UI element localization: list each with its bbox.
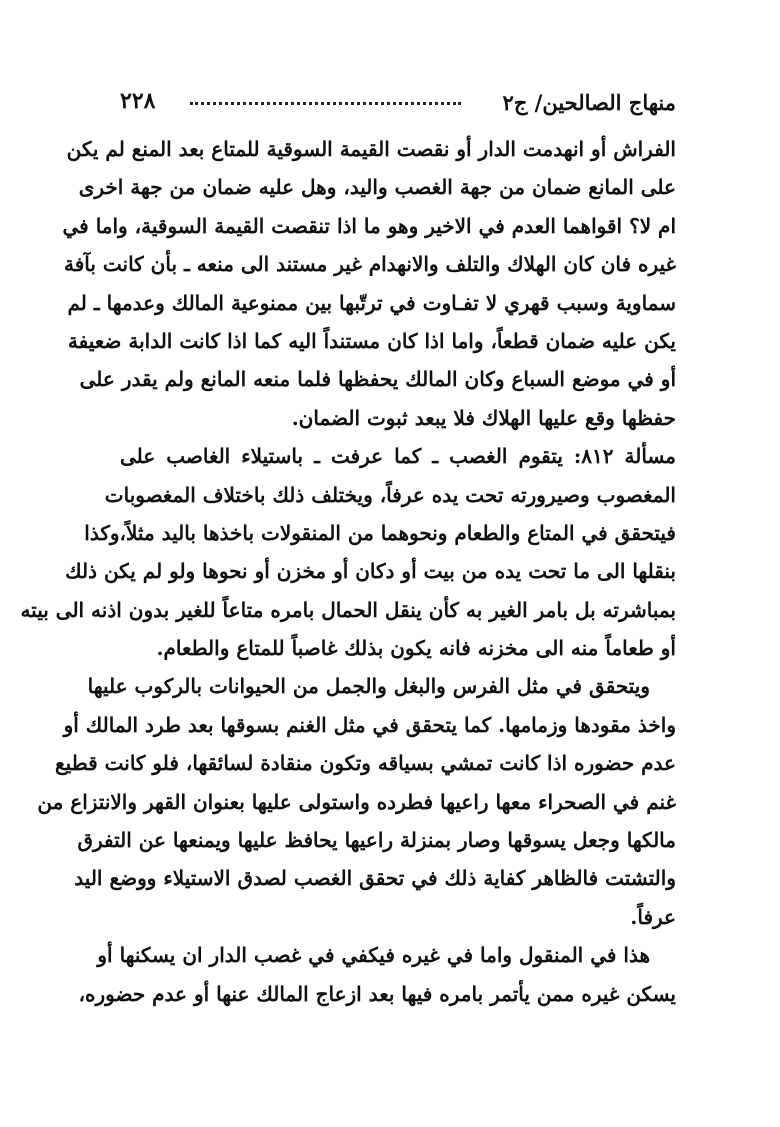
page-number: ٢٢٨	[120, 88, 156, 114]
text-line: أو في موضع السباع وكان المالك يحفظها فلما منعه المانع ولم يقدر على	[79, 367, 676, 392]
text-line: واخذ مقودها وزمامها. كما يتحقق في مثل الغنم بسوقها بعد طرد المالك أو	[63, 712, 676, 737]
text-line: حفظها وقع عليها الهلاك فلا يبعد ثبوت الضمان.	[291, 405, 676, 430]
text-line: على المانع ضمان من جهة الغصب واليد، وهل عليه ضمان من جهة اخرى	[78, 175, 676, 200]
text-line: يسكن غيره ممن يأتمر بامره فيها بعد ازعاج المالك عنها أو عدم حضوره،	[78, 981, 676, 1006]
text-line: يكن عليه ضمان قطعاً، واما اذا كان مستنداً اليه كما اذا كانت الدابة ضعيفة	[67, 328, 676, 353]
text-line: غنم في الصحراء معها راعيها فطرده واستولى عليها بعنوان القهر والانتزاع من	[37, 789, 676, 814]
text-line: غيره فان كان الهلاك والتلف والانهدام غير مستند الى منعه ـ بأن كانت بآفة	[63, 252, 676, 277]
text-line: والتشتت فالظاهر كفاية ذلك في تحقق الغصب لصدق الاستيلاء ووضع اليد	[74, 866, 676, 891]
body-text	[20, 130, 677, 1013]
text-line: مالكها وجعل يسوقها وصار بمنزلة راعيها يحافظ عليها ويمنعها عن التفرق	[77, 828, 676, 853]
running-title: منهاج الصالحين/ ج٢	[502, 90, 676, 115]
text-line: المغصوب وصيرورته تحت يده عرفاً، ويختلف ذلك باختلاف المغصوبات	[104, 482, 676, 507]
text-line: ام لا؟ اقواهما العدم في الاخير وهو ما اذا تنقصت القيمة السوقية، واما في	[62, 213, 676, 238]
text-line: عدم حضوره اذا كانت تمشي بسياقه وتكون منقادة لسائقها، فلو كانت قطيع	[55, 751, 676, 776]
text-line: الفراش أو انهدمت الدار أو نقصت القيمة السوقية للمتاع بعد المنع لم يكن	[66, 137, 676, 161]
header-dot-leader	[190, 102, 461, 105]
text-line: أو طعاماً منه الى مخزنه فانه يكون بذلك غاصباً للمتاع والطعام.	[156, 636, 676, 661]
text-line: فيتحقق في المتاع والطعام ونحوهما من المنقولات باخذها باليد مثلاً،وكذا	[84, 520, 676, 545]
text-line: سماوية وسبب قهري لا تفـاوت في ترتّبها بين ممنوعية المالك وعدمها ـ لم	[67, 290, 676, 315]
paragraph-start-line: ويتحقق في مثل الفرس والبغل والجمل من الحيوانات بالركوب عليها	[87, 674, 650, 699]
text-line: بمباشرته بل بامر الغير به كأن ينقل الحمال بامره متاعاً للغير بدون اذنه الى بيته	[20, 597, 676, 622]
issue-label: مسألة ٨١٢:	[573, 444, 677, 469]
text-line: عرفاً.	[630, 904, 676, 929]
page-header	[120, 88, 676, 122]
text-line: بنقلها الى ما تحت يده من بيت أو دكان أو مخزن أو نحوها ولو لم يكن ذلك	[65, 559, 676, 584]
paragraph-start-line: هذا في المنقول واما في غيره فيكفي في غصب الدار ان يسكنها أو	[97, 943, 650, 968]
issue-812-line	[120, 437, 676, 475]
issue-text: يتقوم الغصب ـ كما عرفت ـ باستيلاء الغاصب على	[120, 444, 563, 469]
